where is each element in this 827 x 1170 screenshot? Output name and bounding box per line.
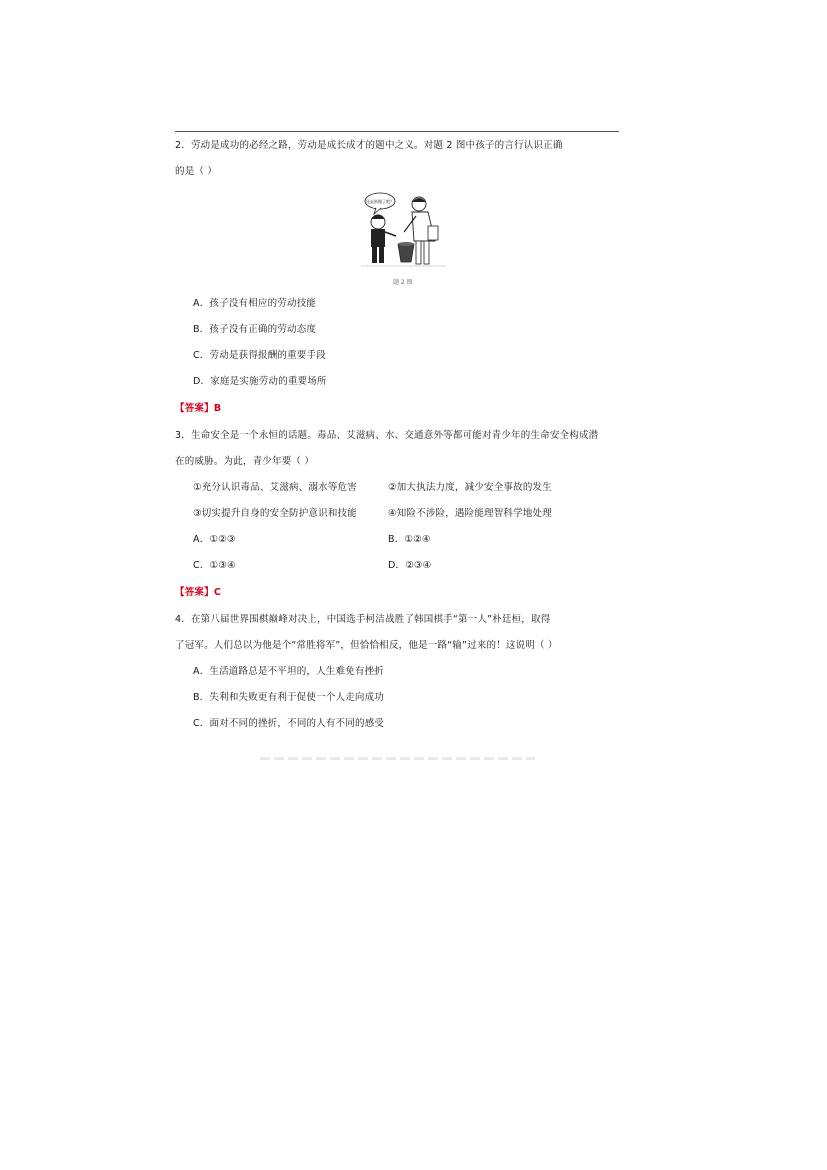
q2-illustration (356, 186, 451, 286)
q3-stem-line2: 在的威胁。为此，青少年要（ ） (175, 456, 315, 467)
q4-option-a: A．生活道路总是不平坦的，人生难免有挫折 (193, 666, 384, 677)
q2-option-b: B．孩子没有正确的劳动态度 (193, 324, 317, 335)
q3-answer-value: C (213, 587, 221, 598)
q4-option-c: C．面对不同的挫折，不同的人有不同的感受 (193, 718, 385, 729)
faded-text-remnant (260, 757, 535, 760)
q3-answer-label: 【答案】 (175, 587, 214, 598)
q3-option-d: D．②③④ (388, 560, 432, 571)
q2-option-d: D．家庭是实施劳动的重要场所 (193, 376, 327, 387)
q2-answer-value: B (213, 403, 222, 414)
q2-stem-line2: 的是（ ） (175, 166, 218, 177)
q4-stem-line2: 了冠军。人们总以为他是个“常胜将军”，但恰恰相反，他是一路“输”过来的！这说明（ ） (175, 640, 558, 651)
q3-item-3: ③切实提升自身的安全防护意识和技能 (193, 508, 357, 519)
q2-option-a: A．孩子没有相应的劳动技能 (193, 298, 317, 309)
q3-item-2: ②加大执法力度，减少安全事故的发生 (388, 482, 552, 493)
q3-item-4: ④知险不涉险，遇险能理智科学地处理 (388, 508, 552, 519)
q2-answer-label: 【答案】 (175, 403, 214, 414)
q3-option-a: A．①②③ (193, 534, 236, 545)
q3-option-b: B．①②④ (388, 534, 431, 545)
q2-answer (175, 403, 221, 415)
q3-stem-line1: 3．生命安全是一个永恒的话题。毒品、艾滋病、水、交通意外等都可能对青少年的生命安全构成潜 (175, 430, 599, 441)
q4-stem-line1: 4．在第八届世界围棋巅峰对决上，中国选手柯洁战胜了韩国棋手“第一人”朴廷桓，取得 (175, 614, 551, 625)
q3-option-c: C．①③④ (193, 560, 236, 571)
q3-item-1: ①充分认识毒品、艾滋病、溺水等危害 (193, 482, 357, 493)
q4-option-b: B．失利和失败更有利于促使一个人走向成功 (193, 692, 385, 703)
q2-option-c: C．劳动是获得报酬的重要手段 (193, 350, 326, 361)
q2-figure-caption: 题 2 图 (393, 279, 413, 286)
bubble-text: 还是别做了吧？ (366, 199, 394, 204)
header-rule (175, 131, 619, 132)
q2-stem-line1: 2．劳动是成功的必经之路，劳动是成长成才的题中之义。对题 2 图中孩子的言行认识正确 (175, 140, 563, 151)
q3-answer (175, 587, 221, 599)
